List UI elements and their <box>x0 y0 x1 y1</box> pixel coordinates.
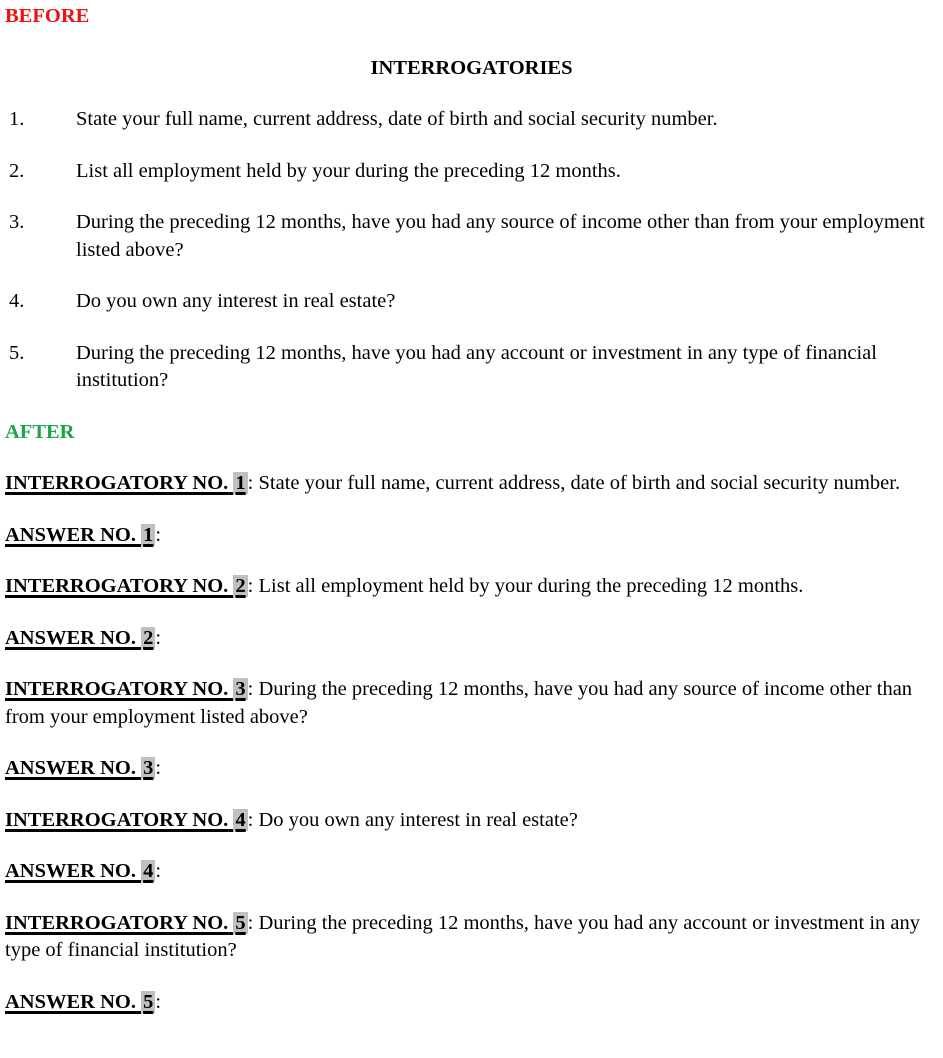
answer-heading <box>5 757 155 779</box>
interrogatory-text: State your full name, current address, date of birth and social security number. <box>253 472 901 494</box>
interrogatory-heading <box>5 809 248 831</box>
answer-paragraph <box>5 858 938 886</box>
list-item-text: State your full name, current address, date of birth and social security number. <box>76 108 718 130</box>
answer-label: ANSWER NO. <box>5 860 136 882</box>
answer-label: ANSWER NO. <box>5 757 136 779</box>
interrogatory-heading <box>5 678 248 700</box>
interrogatory-label: INTERROGATORY NO. <box>5 678 229 700</box>
interrogatory-text: During the preceding 12 months, have you had any source of income other than from your employment listed above? <box>5 678 913 728</box>
answer-paragraph <box>5 755 938 783</box>
list-item-text: List all employment held by your during the preceding 12 months. <box>76 159 621 182</box>
interrogatory-paragraph <box>5 807 938 835</box>
interrogatory-number-highlighted: 3 <box>235 678 246 700</box>
list-item <box>5 158 938 186</box>
list-item-text: During the preceding 12 months, have you had any source of income other than from your employment listed above? <box>76 211 925 261</box>
interrogatory-heading <box>5 472 248 494</box>
interrogatory-paragraph <box>5 470 938 498</box>
answer-number-highlighted: 4 <box>143 860 154 882</box>
document-title: INTERROGATORIES <box>370 56 573 79</box>
answer-paragraph <box>5 522 938 550</box>
interrogatory-number-highlighted: 5 <box>235 911 246 934</box>
list-item-text: Do you own any interest in real estate? <box>76 290 396 312</box>
list-item-text: During the preceding 12 months, have you had any account or investment in any type of financial institution? <box>76 341 877 391</box>
list-item <box>5 209 938 264</box>
list-item-number: 3. <box>9 211 25 233</box>
list-item <box>5 106 938 134</box>
interrogatory-text: Do you own any interest in real estate? <box>253 808 578 831</box>
interrogatory-number-highlighted: 2 <box>235 575 246 597</box>
list-item <box>5 340 938 395</box>
interrogatory-paragraph <box>5 910 938 965</box>
answer-number-highlighted: 1 <box>143 523 154 546</box>
list-item <box>5 288 938 316</box>
list-item-number: 1. <box>9 108 25 130</box>
interrogatory-text: During the preceding 12 months, have you had any account or investment in any type of financial institution? <box>5 911 921 961</box>
answer-heading <box>5 991 155 1013</box>
interrogatory-number-highlighted: 4 <box>235 808 246 831</box>
colon: : <box>155 990 162 1013</box>
answer-paragraph <box>5 989 938 1017</box>
answer-label: ANSWER NO. <box>5 990 136 1013</box>
list-item-number: 4. <box>9 290 25 312</box>
answer-number-highlighted: 3 <box>143 757 154 779</box>
after-section-label: AFTER <box>5 420 75 443</box>
interrogatory-paragraph <box>5 573 938 601</box>
answer-heading <box>5 860 155 882</box>
list-item-number: 5. <box>9 341 25 364</box>
interrogatory-label: INTERROGATORY NO. <box>5 911 229 934</box>
answer-paragraph <box>5 625 938 653</box>
interrogatory-heading <box>5 912 248 934</box>
answer-heading <box>5 627 155 649</box>
colon: : <box>155 860 162 882</box>
colon: : <box>247 678 254 700</box>
answer-number-highlighted: 5 <box>143 990 154 1013</box>
interrogatory-text: List all employment held by your during the preceding 12 months. <box>253 575 804 597</box>
answer-label: ANSWER NO. <box>5 523 136 546</box>
interrogatory-label: INTERROGATORY NO. <box>5 472 229 494</box>
colon: : <box>247 575 254 597</box>
list-item-number: 2. <box>9 159 25 182</box>
colon: : <box>247 911 254 934</box>
answer-number-highlighted: 2 <box>143 626 154 649</box>
answer-heading <box>5 524 155 546</box>
interrogatory-number-highlighted: 1 <box>235 472 246 494</box>
interrogatory-paragraph <box>5 676 938 731</box>
colon: : <box>247 472 254 494</box>
interrogatory-heading <box>5 575 248 597</box>
colon: : <box>155 626 162 649</box>
before-section-label: BEFORE <box>5 5 90 27</box>
answer-label: ANSWER NO. <box>5 626 136 649</box>
colon: : <box>155 523 162 546</box>
colon: : <box>247 808 254 831</box>
colon: : <box>155 757 162 779</box>
interrogatory-label: INTERROGATORY NO. <box>5 808 229 831</box>
interrogatory-label: INTERROGATORY NO. <box>5 575 229 597</box>
